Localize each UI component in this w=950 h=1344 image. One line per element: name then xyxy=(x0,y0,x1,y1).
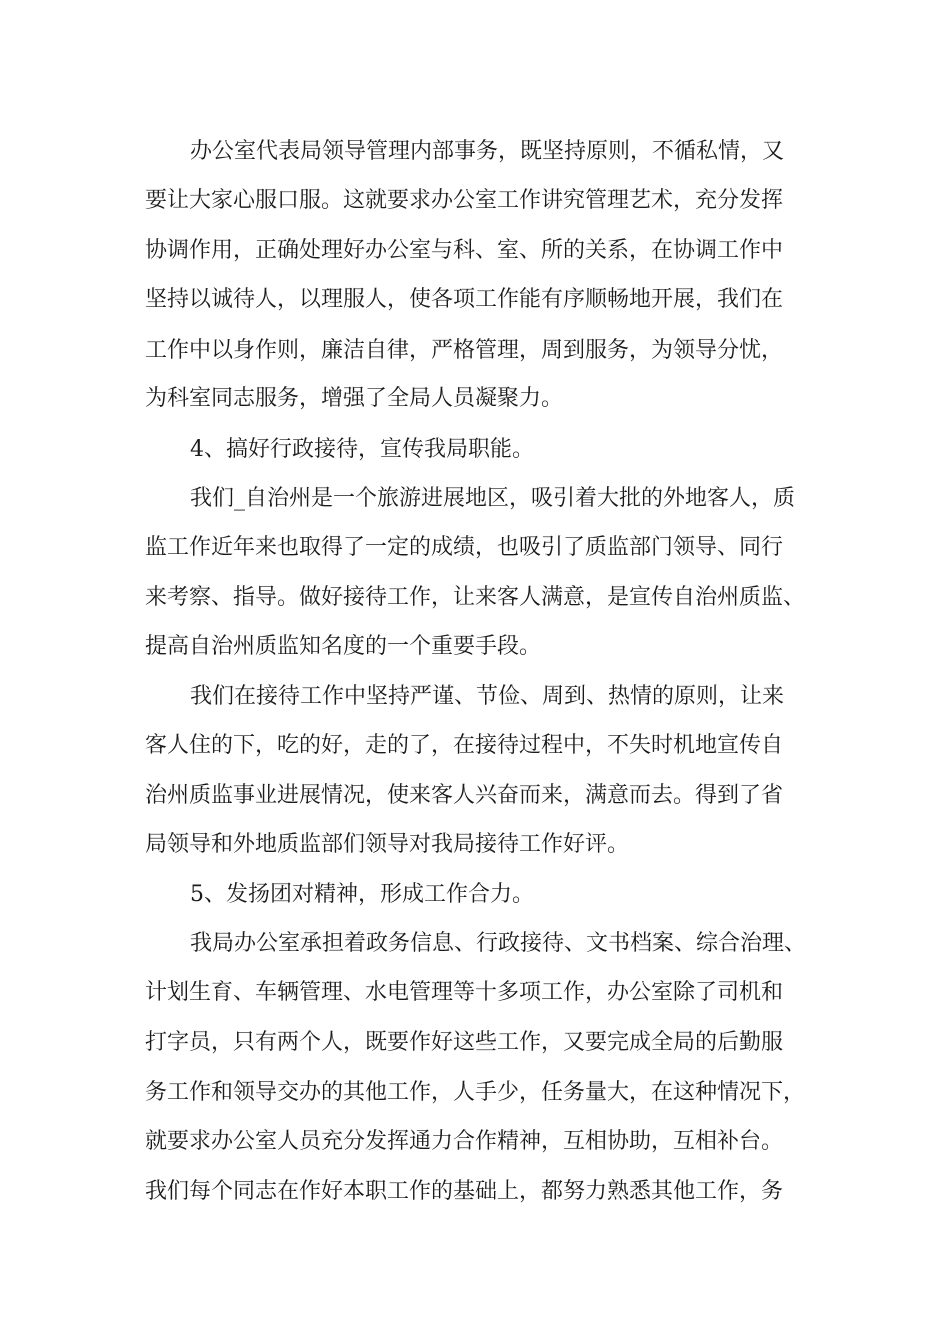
text-line: 局领导和外地质监部们领导对我局接待工作好评。 xyxy=(145,832,630,857)
text-line: 打字员，只有两个人，既要作好这些工作，又要完成全局的后勤服 xyxy=(145,1030,784,1055)
text-line: 客人住的下，吃的好，走的了，在接待过程中，不失时机地宣传自 xyxy=(145,733,784,758)
text-line: 监工作近年来也取得了一定的成绩，也吸引了质监部门领导、同行 xyxy=(145,535,784,560)
text-line: 计划生育、车辆管理、水电管理等十多项工作，办公室除了司机和 xyxy=(145,980,784,1005)
text-line: 我们在接待工作中坚持严谨、节俭、周到、热情的原则，让来 xyxy=(190,684,785,709)
text-line: 坚持以诚待人，以理服人，使各项工作能有序顺畅地开展，我们在 xyxy=(145,287,784,312)
text-line: 协调作用，正确处理好办公室与科、室、所的关系，在协调工作中 xyxy=(145,238,784,263)
text-line: 我局办公室承担着政务信息、行政接待、文书档案、综合治理、 xyxy=(190,931,807,956)
section-heading: 5、发扬团对精神，形成工作合力。 xyxy=(190,882,534,907)
text-line: 治州质监事业进展情况，使来客人兴奋而来，满意而去。得到了省 xyxy=(145,783,784,808)
text-line: 我们_自治州是一个旅游进展地区，吸引着大批的外地客人，质 xyxy=(190,486,796,511)
text-line: 工作中以身作则，廉洁自律，严格管理，周到服务，为领导分忧， xyxy=(145,338,784,363)
text-line: 为科室同志服务，增强了全局人员凝聚力。 xyxy=(145,386,564,411)
text-line: 我们每个同志在作好本职工作的基础上，都努力熟悉其他工作，务 xyxy=(145,1179,784,1204)
text-line: 就要求办公室人员充分发挥通力合作精神，互相协助，互相补台。 xyxy=(145,1129,784,1154)
text-line: 务工作和领导交办的其他工作，人手少，任务量大，在这种情况下， xyxy=(145,1080,806,1105)
text-line: 来考察、指导。做好接待工作，让来客人满意，是宣传自治州质监、 xyxy=(145,585,806,610)
section-heading: 4、搞好行政接待，宣传我局职能。 xyxy=(190,437,534,462)
text-line: 提高自治州质监知名度的一个重要手段。 xyxy=(145,634,542,659)
text-line: 办公室代表局领导管理内部事务，既坚持原则，不循私情，又 xyxy=(190,139,785,164)
text-line: 要让大家心服口服。这就要求办公室工作讲究管理艺术，充分发挥 xyxy=(145,188,784,213)
